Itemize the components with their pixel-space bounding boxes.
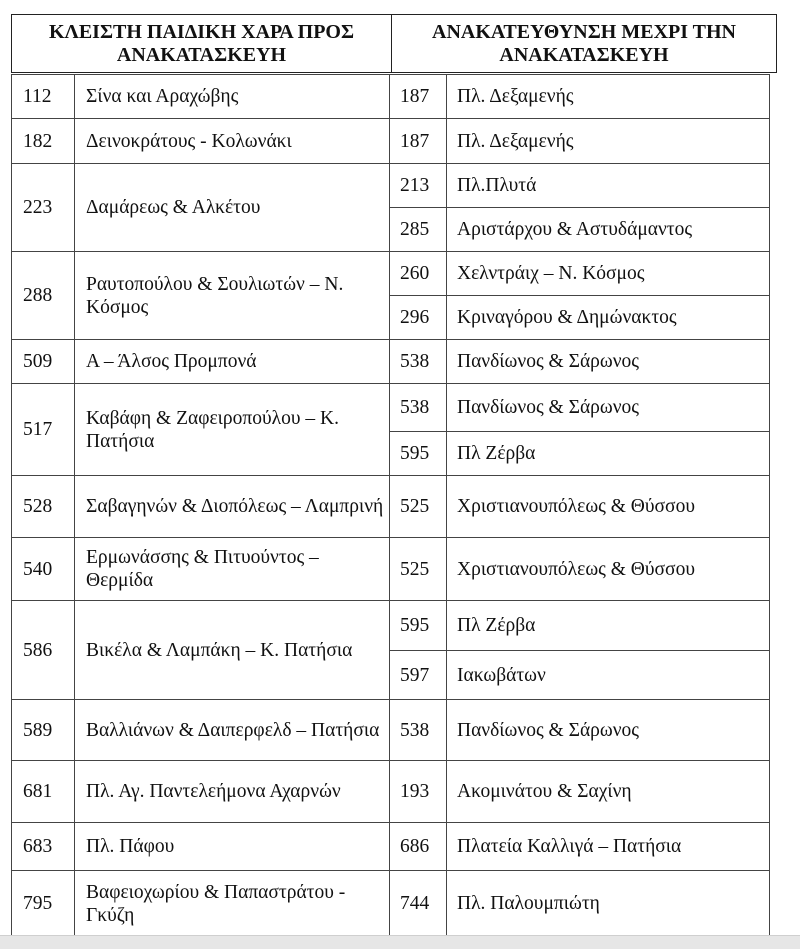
redirect-name-cell: Πλ.Πλυτά	[447, 164, 770, 208]
redirect-code-cell: 187	[390, 119, 447, 164]
redirect-code-cell: 213	[390, 164, 447, 208]
playgrounds-table	[11, 74, 770, 937]
redirect-code-cell: 525	[390, 476, 447, 538]
closed-name-cell: Σαβαγηνών & Διοπόλεως – Λαμπρινή	[75, 476, 390, 538]
closed-name-cell: Βαφειοχωρίου & Παπαστράτου - Γκύζη	[75, 871, 390, 937]
closed-code-cell: 681	[12, 761, 75, 823]
redirect-name-cell: Πανδίωνος & Σάρωνος	[447, 340, 770, 384]
table-row	[12, 823, 770, 871]
table-row	[12, 119, 770, 164]
table-row	[12, 871, 770, 937]
closed-name-cell: Δεινοκράτους - Κολωνάκι	[75, 119, 390, 164]
playgrounds-table-body	[12, 75, 770, 937]
closed-code-cell: 509	[12, 340, 75, 384]
redirect-code-cell: 296	[390, 296, 447, 340]
table-row	[12, 761, 770, 823]
redirect-name-cell: Πλ. Παλουμπιώτη	[447, 871, 770, 937]
closed-code-cell: 112	[12, 75, 75, 119]
closed-code-cell: 528	[12, 476, 75, 538]
closed-code-cell: 517	[12, 384, 75, 476]
closed-name-cell: Καβάφη & Ζαφειροπούλου – Κ. Πατήσια	[75, 384, 390, 476]
table-row	[12, 164, 770, 208]
header-table	[11, 14, 777, 73]
bottom-scroll-edge	[0, 935, 800, 949]
redirect-code-cell: 187	[390, 75, 447, 119]
redirect-code-cell: 193	[390, 761, 447, 823]
redirect-name-cell: Χελντράιχ – Ν. Κόσμος	[447, 252, 770, 296]
redirect-name-cell: Πλ. Δεξαμενής	[447, 119, 770, 164]
redirect-name-cell: Χριστιανουπόλεως & Θύσσου	[447, 538, 770, 601]
redirect-code-cell: 538	[390, 700, 447, 761]
table-row	[12, 476, 770, 538]
redirect-name-cell: Πλ Ζέρβα	[447, 601, 770, 651]
closed-code-cell: 223	[12, 164, 75, 252]
closed-name-cell: Σίνα και Αραχώβης	[75, 75, 390, 119]
closed-name-cell: Βικέλα & Λαμπάκη – Κ. Πατήσια	[75, 601, 390, 700]
redirect-code-cell: 744	[390, 871, 447, 937]
closed-code-cell: 288	[12, 252, 75, 340]
redirect-code-cell: 686	[390, 823, 447, 871]
closed-name-cell: Ερμωνάσσης & Πιτυούντος – Θερμίδα	[75, 538, 390, 601]
closed-code-cell: 683	[12, 823, 75, 871]
closed-code-cell: 182	[12, 119, 75, 164]
closed-name-cell: Α – Άλσος Προμπονά	[75, 340, 390, 384]
redirect-code-cell: 595	[390, 432, 447, 476]
redirect-code-cell: 597	[390, 651, 447, 700]
closed-name-cell: Πλ. Αγ. Παντελεήμονα Αχαρνών	[75, 761, 390, 823]
closed-code-cell: 586	[12, 601, 75, 700]
redirect-name-cell: Πανδίωνος & Σάρωνος	[447, 700, 770, 761]
redirect-name-cell: Πλ. Δεξαμενής	[447, 75, 770, 119]
closed-name-cell: Πλ. Πάφου	[75, 823, 390, 871]
closed-code-cell: 589	[12, 700, 75, 761]
table-row	[12, 700, 770, 761]
table-row	[12, 384, 770, 432]
redirect-name-cell: Αριστάρχου & Αστυδάμαντος	[447, 208, 770, 252]
redirect-name-cell: Κριναγόρου & Δημώνακτος	[447, 296, 770, 340]
closed-name-cell: Βαλλιάνων & Δαιπερφελδ – Πατήσια	[75, 700, 390, 761]
closed-code-cell: 540	[12, 538, 75, 601]
redirect-name-cell: Χριστιανουπόλεως & Θύσσου	[447, 476, 770, 538]
table-row	[12, 75, 770, 119]
redirect-name-cell: Ιακωβάτων	[447, 651, 770, 700]
closed-code-cell: 795	[12, 871, 75, 937]
redirect-code-cell: 538	[390, 384, 447, 432]
header-redirect: ΑΝΑΚΑΤΕΥΘΥΝΣΗ ΜΕΧΡΙ ΤΗΝ ΑΝΑΚΑΤΑΣΚΕΥΗ	[392, 15, 777, 73]
redirect-name-cell: Πλ Ζέρβα	[447, 432, 770, 476]
redirect-name-cell: Πλατεία Καλλιγά – Πατήσια	[447, 823, 770, 871]
header-closed-playground: ΚΛΕΙΣΤΗ ΠΑΙΔΙΚΗ ΧΑΡΑ ΠΡΟΣ ΑΝΑΚΑΤΑΣΚΕΥΗ	[12, 15, 392, 73]
redirect-name-cell: Ακομινάτου & Σαχίνη	[447, 761, 770, 823]
redirect-name-cell: Πανδίωνος & Σάρωνος	[447, 384, 770, 432]
table-row	[12, 340, 770, 384]
redirect-code-cell: 525	[390, 538, 447, 601]
table-row	[12, 601, 770, 651]
table-row	[12, 538, 770, 601]
redirect-code-cell: 538	[390, 340, 447, 384]
redirect-code-cell: 260	[390, 252, 447, 296]
closed-name-cell: Δαμάρεως & Αλκέτου	[75, 164, 390, 252]
redirect-code-cell: 595	[390, 601, 447, 651]
table-row	[12, 252, 770, 296]
redirect-code-cell: 285	[390, 208, 447, 252]
closed-name-cell: Ραυτοπούλου & Σουλιωτών – Ν. Κόσμος	[75, 252, 390, 340]
